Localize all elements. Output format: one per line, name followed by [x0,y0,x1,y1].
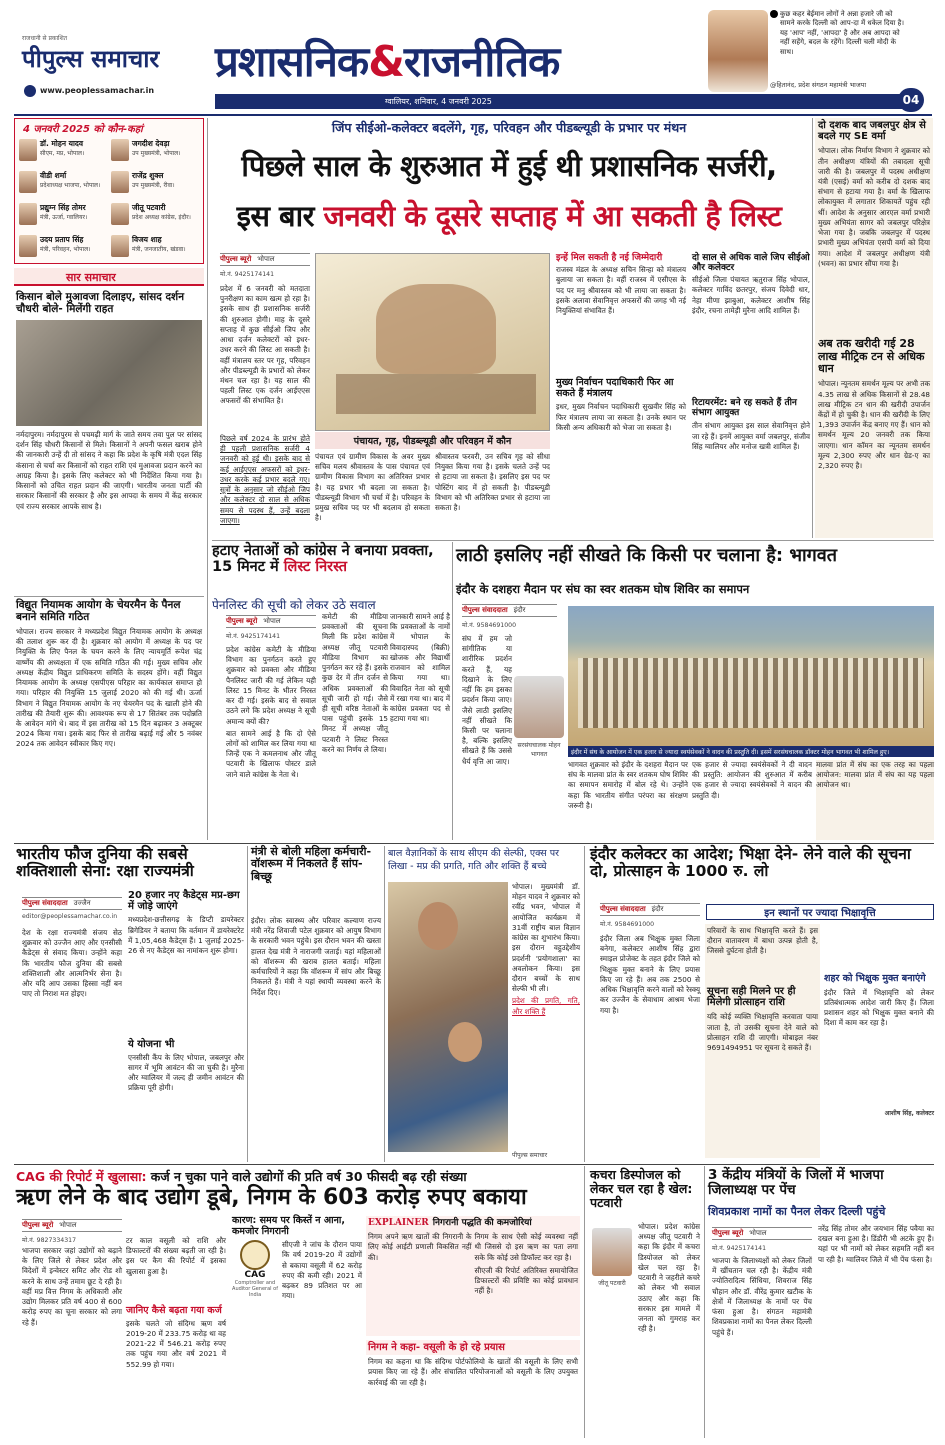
selfie-body: भोपाल। मुख्यमंत्री डॉ. मोहन यादव ने शुक्रवार को रवींद्र भवन, भोपाल में आयोजित कार्यक्रम में 31वीं राष्ट्रीय बाल विज्ञान कांग्रेस का शुभारंभ किया। इस दौरान वहुउद्देशीय प्रदर्शनी 'प्रयोगशाला' का अवलोकन किया। इस दौरान बच्चों के साथ सेल्फी भी ली। प्रदेश की प्रगति, गति, और शक्ति हैं [512,882,580,1016]
avatar [111,203,129,225]
lead-cartoon [315,253,550,431]
fauj-email[interactable]: editor@peoplessamachar.co.in [22,913,118,920]
nigam-heading: निगम ने कहा- वसूली के हो रहे प्रयास [366,1340,580,1355]
birthday-name: डॉ. मोहन यादव [40,139,84,148]
bjp-byline: पीपुल्स ब्यूरो भोपाल मो.नं. 9425174141 [712,1224,812,1252]
cag-reason-body: सीएजी ने जांच के दौरान पाया कि वर्ष 2019-20 में उद्योगों से बकाया वसूली में 62 करोड़ रुपए की कमी रही। 2021 में बढ़कर 89 प्रतिशत पर आ गया। [282,1240,362,1301]
cag-emblem: CAG Comptroller and Auditor General of India [232,1240,278,1420]
cartoon-caption: पंचायत, गृह, पीडब्ल्यूडी और परिवहन में कौन [315,432,550,449]
birthday-entry [19,203,107,233]
tagline: राजधानी से प्रकाशित [22,35,68,42]
birthday-name: प्रद्युम्न सिंह तोमर [40,203,86,212]
rss-event-photo [568,606,934,746]
side2-body: इधर, मुख्य निर्वाचन पदाधिकारी सुखवीर सिंह को फिर मंत्रालय लाया जा सकता है। उनके स्थान पर किसी अन्य अधिकारी को भेजा जा सकता है। [556,402,686,432]
side4-heading: रिटायरमेंट: बने रह सकते हैं तीन संभाग आयुक्त [692,398,797,419]
lead-side-b [692,253,810,537]
selfie-photo [388,882,508,1152]
side3-heading: दो साल से अधिक वाले जिप सीईओ और कलेक्टर [692,253,810,274]
side4-body: तीन संभाग आयुक्त इस साल सेवानिवृत्त होने जा रहे हैं। इनमें आयुक्त वर्मा जबलपुर, संजीव सिंह ग्वालियर और मनोज खत्री शामिल हैं। [692,421,810,451]
birthday-entry [111,139,199,169]
bjp-headline: 3 केंद्रीय मंत्रियों के जिलों में भाजपा जिलाध्यक्ष पर पेंच [708,1167,884,1199]
lead-col1b: पिछले वर्ष 2024 के प्रारंभ होते ही पहली प्रशासनिक सर्जरी 4 जनवरी को हुई थी। इसके बाद से कई आईएएस अफसरों को इधर-उधर करके कई प्रभार बदले गए। सूत्रों के अनुसार जो सीईओ जिप और कलेक्टर दो साल से अधिक समय से पदस्थ हैं, उन्हें बदला जाएगा। [220,434,310,525]
birthday-role: प्रदेशाध्यक्ष भाजपा, भोपाल। [40,182,101,189]
lead-side-a [556,253,686,537]
explainer-tag: EXPLAINER [368,1218,429,1229]
birthday-role: मंत्री, परिवहन, भोपाल। [40,246,91,253]
saar-body-1: नर्मदापुरम। नर्मदापुरम से पचमढ़ी मार्ग के जाते समय तवा पुल पर सांसद दर्शन सिंह चौधरी किसानों से मिले। किसानों ने अपनी फसल खराब होने की जानकारी उन्हें दी तो सांसद ने कहा कि प्रदेश के कृषि मंत्री एदल सिंह कंसाना से चर्चा कर किसानों को राहत राशि एवं मुआवजा प्रदान करने का आग्रह किया है। इसके लिए कलेक्टर को भी निर्देशित किया गया है। किसानों को उचित राहत प्रदान की जाएगी। भारतीय जनता पार्टी की सरकार किसानों की सरकार है और इस आपदा के समय में केंद्र सरकार एवं राज्य सरकार आपके साथ है। [16,430,202,511]
lead-headline-1: पिछले साल के शुरुआत में हुई थी प्रशासनिक सर्जरी, [241,149,777,183]
cag-explainer: EXPLAINER निगरानी पद्धति की कमजोरियां निगम अपने ऋण खातों की निगरानी के लिए कोई आईटी प्रणाली विकसित नहीं की। निगम के साथ ऐसी कोई व्यवस्था नहीं थी जिससे दो इस ऋण का पता लगा सके कि कोई उसे डिफॉल्ट कर रहा है। सीएजी की रिपोर्ट अतिरिक्त समायोजित डिफाल्टरों की प्रविष्टि का कोई प्रावधान नहीं है। [366,1216,580,1336]
avatar [111,171,129,193]
jabalpur-box [815,118,933,538]
kachra-body: भोपाल। प्रदेश कांग्रेस अध्यक्ष जीतू पटवारी ने कहा कि इंदौर में कचरा डिस्पोजल को लेकर खेल चल रहा है। पटवारी ने जहरीले कचरे को लेकर भी सवाल उठाए और कहा कि सरकार इस मामले में जनता को गुमराह कर रही है। [638,1222,700,1334]
bhagwat-portrait [514,676,564,738]
cag-col1: भाजपा सरकार जहां उद्योगों को बढ़ाने के लिए जिले से लेकर प्रदेश और विदेशों में इन्वेस्टर समिट और रोड शो करने के साथ उन्हें तमाम छूट दे रही है। वहीं मप्र वित्त निगम के अधिकारी और उद्योग मिलकर प्रति वर्ष 400 से 600 करोड़ रुपए का चूना सरकार को लगा रहे हैं। [22,1246,122,1327]
beggar-free-heading: शहर को भिक्षुक मुक्त बनाएंगे [824,973,926,984]
fauj-headline: भारतीय फौज दुनिया की सबसे शक्तिशाली सेना: रक्षा राज्यमंत्री [16,845,194,881]
selfie-credit: पीपुल्स समाचार [512,1152,548,1159]
bhagwat-body-2: एक हजार से ज्यादा स्वयंसेवकों ने दी वादन की प्रस्तुति: आयोजन की शुरुआत में करीब एक हजार से ज्यादा स्वयंसेवकों ने वादन की प्रस्तुति दी। [692,760,812,800]
selfie-link[interactable]: प्रदेश की प्रगति, गति, और शक्ति हैं [512,996,580,1016]
congress-headline: हटाए नेताओं को कांग्रेस ने बनाया प्रवक्ता, 15 मिनट में लिस्ट निरस्त [212,543,434,576]
birthday-list [15,137,203,267]
birthday-role: उप मुख्यमंत्री, रीवा। [132,182,175,189]
avatar [19,171,37,193]
birthday-name: विजय शाह [132,235,162,244]
selfie-headline: बाल वैज्ञानिकों के साथ सीएम की सेल्फी, एक्स पर लिखा - मप्र की प्रगति, गति और शक्ति हैं बच्चे [388,848,560,872]
side1-heading: इन्हें मिल सकती है नई जिम्मेदारी [556,253,663,263]
leader-quote: कुछ कहर बेईमान लोगों ने अन्ना हजारे जी को सामने करके दिल्ली को आप-दा में धकेल दिया है। यह 'आप' नहीं, 'आपदा' है और अब आपदा को नहीं सहेंगे, बदल के रहेंगे। दिल्ली चली मोदी के साथ। [780,10,905,56]
saar-header [14,268,204,286]
birthday-entry [19,139,107,169]
congress-col3: जानकारी सामने आई है कि प्रवक्ताओं के नामों में भोपाल के विवादास्पद (बिक्री) खोजक और विद्यार्थी राजवान को शामिल किया गया था। विवादित नेता को सूची में रखा गया था। बाद में कांग्रेस प्रवक्ता पद से हटाया गया था। [390,612,450,724]
bjp-body-2: नरेंद्र सिंह तोमर और जयभान सिंह पवैया का दखल बना हुआ है। डिंडौरी भी अटके हुए हैं। यहां पर भी नामों को लेकर सहमति नहीं बन पा रही है। ग्वालियर जिले में भी पेंच फंसा है। [818,1224,934,1264]
bhagwat-body-3: मालवा प्रांत में संघ का एक तरह का पहला आयोजन: मालवा प्रांत में संघ का यह पहला आयोजन था। [816,760,934,840]
indore-headline: इंदौर कलेक्टर का आदेश; भिक्षा देने- लेने वाले की सूचना दो, प्रोत्साहन के 1000 रु. लो [590,845,911,881]
avatar [19,139,37,161]
cag-col3: कारण: समय पर किस्तें न आना, कमजोर निगरानी CAG Comptroller and Auditor General of India सीएजी ने जांच के दौरान पाया कि वर्ष 2019-20 में उद्योगों से बकाया वसूली में 62 करोड़ रुपए की कमी रही। 2021 में बढ़कर 89 प्रतिशत पर आ गया। [232,1216,362,1436]
bhagwat-portrait-caption: सरसंघचालक मोहन भागवत [517,742,561,758]
section-title: प्रशासनिक&राजनीतिक [215,37,560,86]
jabalpur-heading: दो दशक बाद जबलपुर क्षेत्र से बदले गए SE वर्मा [818,120,926,143]
collector-signature: आशीष सिंह, कलेक्टर [884,1109,934,1117]
lead-kicker: जिंप सीईओ-कलेक्टर बदलेंगे, गृह, परिवहन और पीडब्ल्यूडी के प्रभार पर मंथन [331,120,687,135]
bhagwat-headline: लाठी इसलिए नहीं सीखते कि किसी पर चलाना है: भागवत [456,545,838,566]
cag-col2: टर काल वसूली को राशि और डिफाल्टरों की संख्या बढ़ती जा रही है। इस पर कैग की रिपोर्ट में इसका खुलासा हुआ है। जानिए कैसे बढ़ता गया कर्ज इसके चलते जो संदिग्ध ऋण वर्ष 2019-20 में 233.75 करोड़ था वह 2021-22 में 546.21 करोड़ रुपए तक पहुंच गया और वर्ष 2021 में 552.99 हो गया। [126,1236,226,1369]
birthday-name: उदय प्रताप सिंह [40,235,84,244]
lead-byline: पीपुल्स ब्यूरो भोपाल मो.नं. 9425174141 [220,250,310,278]
avatar [111,235,129,257]
fauj-body: देश के रक्षा राज्यमंत्री संजय सेठ शुक्रवार को उज्जैन आए और एनसीसी कैडेट्स से संवाद किया। उन्होंने कहा कि भारतीय फौज दुनिया की सबसे शक्तिशाली और आत्मनिर्भर सेना है। और यदि आप उसका हिस्सा नहीं बन पाए तो निराश मत होइए। [22,928,122,999]
cag-kicker: CAG की रिपोर्ट में खुलासा: कर्ज न चुका पाने वाले उद्योगों की प्रति वर्ष 30 फीसदी बढ़ रही संख्या [16,1169,467,1184]
leader-portrait [708,10,768,92]
cag-headline: ऋण लेने के बाद उद्योग डूबे, निगम के 603 करोड़ रुपए बकाया [16,1185,527,1210]
cag-byline: पीपुल्स ब्यूरो भोपाल मो.नं. 9827334317 [22,1216,122,1244]
beggar-free-body: इंदौर जिले में भिक्षावृत्ति को लेकर प्रतिबंधात्मक आदेश जारी किए हैं। जिला प्रशासन शहर को भिक्षुक मुक्त बनाने की दिशा में काम कर रहा है। [824,987,934,1028]
saar-headline-1: किसान बोले मुआवजा दिलाइए, सांसद दर्शन चौधरी बोले- मिलेंगी राहत [16,291,185,315]
rss-photo-caption: इंदौर में संघ के आयोजन में एक हजार से ज्यादा स्वयंसेवकों ने वादन की प्रस्तुति दी। इसमें सरसंघचालक डॉक्टर मोहन भागवत भी शामिल हुए। [568,746,934,757]
lead-col1: प्रदेश में 6 जनवरी को मतदाता पुनरीक्षण का काम खत्म हो रहा है। इसके साथ ही प्रशासनिक सर्जरी की शुरुआत होगी। माह के दूसरे सप्ताह में कुछ सीईओ जिप और आधा दर्जन कलेक्टरों को इधर-उधर करने की लिस्ट आ सकती है। वहीं मंत्रालय स्तर पर गृह, परिवहन और पीडब्ल्यूडी के प्रभारों को लेकर मंथन चल रहा है। यह साल की पहली लिस्ट एक दर्जन आईएएस अफसरों की संभावित है। [220,284,310,406]
side2-heading: मुख्य निर्वाचन पदाधिकारी फिर आ सकते हैं मंत्रालय [556,377,674,399]
indore-incentive-box [705,924,820,1158]
fauj-sidebar [128,890,244,1158]
indore-right [824,924,934,1158]
paddy-heading: अब तक खरीदी गई 28 लाख मीट्रिक टन से अधिक धान [818,337,925,375]
birthday-name: जगदीश देवड़ा [132,139,170,148]
nigam-body: निगम का कहना था कि संदिग्ध पोर्टफोलियो के खातों की वसूली के लिए सभी प्रयास किए जा रहे हैं। और संचालित परियोजनाओं को वसूली के लिए उपयुक्त कार्रवाई की जा रही है। [368,1357,578,1387]
avatar [19,203,37,225]
congress-byline: पीपुल्स ब्यूरो भोपाल मो.नं. 9425174141 [226,612,316,640]
brand-logo: पीपुल्स समाचार [22,45,160,73]
birthday-entry [111,203,199,233]
lead-col3: श्रीवास्तव फरवरी, उन सचिव गृह को सीधा नियुक्त किया गया है। इसके चलते उन्हें पद से हटाया जा सकता है। इसलिए इस पद पर पोस्टिंग बाद में हो सकती है। पीडब्ल्यूडी विभाग को भी अतिरिक्त प्रभार से हटाया जा सकता है। [435,452,550,513]
indore-body: इंदौर जिला अब भिक्षुक मुक्त जिला बनेगा, कलेक्टर आशीष सिंह द्वारा स्माइल प्रोजेक्ट के तहत इंदौर जिले को भिक्षुक मुक्त बनाने के लिए प्रयास किए जा रहे हैं। अब तक 2500 से अधिक भिक्षावृत्ति करने वालों को रेस्क्यू कर उज्जैन के सेवाधाम आश्रम भेजा गया है। [600,934,700,1015]
birthday-entry [19,235,107,265]
congress-col2: कमेटी की मीडिया प्रवक्ताओं की सूचना मिली कि प्रदेश कांग्रेस अध्यक्ष जीतू पटवारी मीडिया विभाग का पुनर्गठन कर रहे हैं। इसके कुछ देर में तीन दर्जन से अधिक प्रवक्ताओं की सूची जारी हो गई। जैसे ही सूची वरिष्ठ नेताओं के पास पहुंची इसके 15 मिनट में अध्यक्ष जीतू पटवारी ने लिस्ट निरस्त करने का निर्णय ले लिया। [322,612,388,754]
fauj-side-body-1: मध्यप्रदेश-छत्तीसगढ़ के डिप्टी डायरेक्टर ब्रिगेडियर ने बताया कि वर्तमान में डायरेक्टरेट में 1,05,468 कैडेट्स हैं। 1 जुलाई 2025-26 से नए कैडेट्स का नामांकन शुरू होगा। [128,915,244,956]
website-url[interactable]: www.peoplessamachar.in [40,86,155,95]
birthday-entry [19,171,107,201]
birthday-name: वीडी शर्मा [40,171,67,180]
bhagwat-body-1: भागवत शुक्रवार को इंदौर के दशहरा मैदान पर संघ के मालवा प्रांत के स्वर शतकम घोष शिविर का समापन समारोह में बोल रहे थे। उन्होंने कहा कि भारतीय संगीत परंपरा का संरक्षण जरूरी है। [568,760,688,810]
lead-col2: पंचायत एवं ग्रामीण विकास के अवर मुख्य सचिव मलय श्रीवास्तव के पास पंचायत एवं ग्रामीण विकास विभाग का अतिरिक्त प्रभार है। यह प्रभार भी बदला जा सकता है। पीडब्ल्यूडी विभाग भी चर्चा में है। परिवहन के प्रमुख सचिव पद पर भी बदलाव हो सकता है। [315,452,430,523]
side1-body: राजस्व मंडल के अध्यक्ष सचिन सिन्हा को मंत्रालय बुलाया जा सकता है। वहीं राजस्व में एसीएस के पद पर मनु श्रीवास्तव को भी लाया जा सकता है। इसके अलावा सेवानिवृत्त अफसरों की जगह भी नई नियुक्तियां संभावित हैं। [556,265,686,315]
birthday-role: सीएम, मप्र, भोपाल। [40,150,85,157]
cag-nigam [366,1340,580,1436]
bhagwat-subhead: इंदौर के दशहरा मैदान पर संघ का स्वर शतकम घोष शिविर का समापन [456,582,750,596]
date-bar [215,94,905,109]
congress-subhead: पेनलिस्ट की सूची को लेकर उठे सवाल [212,598,376,612]
birthday-entry [111,235,199,265]
cag-debt-heading: जानिए कैसे बढ़ता गया कर्ज [126,1305,222,1316]
indore-byline: पीपुल्स संवाददाता इंदौर मो.नं. 9584691000 [600,900,700,928]
birthday-entry [111,171,199,201]
fauj-side-heading-2: ये योजना भी [128,1039,175,1051]
farmers-photo [16,320,202,426]
lead-headline-2: इस बार जनवरी के दूसरे सप्ताह में आ सकती है लिस्ट [236,199,782,233]
fauj-byline: पीपुल्स संवाददाता उज्जैन editor@peoplessamachar.co.in [22,894,122,920]
patwari-photo [592,1228,632,1276]
incentive-heading: सूचना सही मिलने पर ही मिलेगी प्रोत्साहन राशि [707,986,796,1009]
incentive-body: यदि कोई व्यक्ति भिक्षावृत्ति करवाता पाया जाता है, तो उसकी सूचना देने वाले को प्रोत्साहन राशि दी जाएगी। मोबाइल नंबर 9691494951 पर सूचना दे सकते हैं। [707,1012,818,1053]
cag-debt-body: इसके चलते जो संदिग्ध ऋण वर्ष 2019-20 में 233.75 करोड़ था वह 2021-22 में 546.21 करोड़ रुपए तक पहुंच गया और वर्ष 2021 में 552.99 हो गया। [126,1318,226,1369]
saar-headline-2: विद्युत नियामक आयोग के चेयरमैन के पैनल बनाने समिति गठित [16,599,181,623]
birthday-role: मंत्री, जनजातीय, खंडवा। [132,246,186,253]
avatar [19,235,37,257]
women-headline: मंत्री से बोली महिला कर्मचारी- वॉशरूम में निकलते हैं सांप-बिच्छू [251,845,372,883]
bhagwat-intro: संघ में हम जो सांगीतिक या शारीरिक प्रदर्शन करते हैं, यह दिखाने के लिए नहीं कि हम इसका प्रदर्शन किया जाए। जैसे लाठी इसलिए नहीं सीखते कि किसी पर चलाना है, बल्कि इसलिए सीखते हैं कि उससे धैर्य वृत्ति आ जाए। [462,634,512,766]
congress-col1: प्रदेश कांग्रेस कमेटी के मीडिया विभाग का पुनर्गठन करते हुए शुक्रवार को प्रवक्ता और मीडिया पैनलिस्ट जारी की गई लेकिन यही लिस्ट 15 मिनट के भीतर निरस्त कर दी गई। इसके बाद से सवाल उठने लगे कि प्रदेश अध्यक्ष ने सूची अमान्य क्यों की? बात सामने आई है कि दो ऐसे लोगों को शामिल कर लिया गया था जिन्हें एक ने कमलनाथ और जीतू पटवारी के खिलाफ पोस्टर डाले जाने वाले कांग्रेस के नेता थे। [226,645,316,779]
bhagwat-byline: पीपुल्स संवाददाता इंदौर मो.नं. 9584691000 [462,601,557,629]
women-body: इंदौर। लोक स्वास्थ्य और परिवार कल्याण राज्य मंत्री नरेंद्र शिवाजी पटेल शुक्रवार को आयुष विभाग के सरकारी भवन पहुंचे। इस दौरान भवन की खस्ता हालत देख मंत्री ने नाराजगी जताई। यहां महिलाओं को वॉशरूम की खराब हालत बताई। महिला कर्मचारियों ने कहा कि वॉशरूम में सांप और बिच्छू निकलते हैं। मंत्री ने यहां स्थायी व्यवस्था करने के निर्देश दिए। [251,916,381,997]
quote-attribution: @हितानंद, प्रदेश संगठन महामंत्री भाजपा [770,81,867,89]
globe-icon [24,85,36,97]
fauj-side-heading-1: 20 हजार नए कैडेट्स मप्र-छग में जोड़े जाएंगे [128,890,240,913]
bjp-subhead: शिवप्रकाश नामों का पैनल लेकर दिल्ली पहुंचे [708,1205,886,1218]
birthday-box [14,118,204,264]
kachra-headline: कचरा डिस्पोजल को लेकर चल रहा है खेल: पटवारी [590,1167,693,1210]
fauj-side-body-2: एनसीसी कैंप के लिए भोपाल, जबलपुर और सागर में भूमि आवंटन की जा चुकी है। मुरैना और ग्वालियर में जल्द ही जमीन आवंटन की प्रक्रिया पूरी होगी। [128,1052,244,1093]
birthday-name: राजेंद्र शुक्ल [132,171,164,180]
birthday-title: 4 जनवरी 2025 को कौन-कहां [23,124,143,135]
side3-body: सीईओ जिला पंचायत ऋतुराज सिंह भोपाल, कलेक्टर गाविंद छतरपुर, संजय दिवेदी धार, नेहा मीणा झाबुआ, कलेक्टर आशीष सिंह इंदौर, रचना तामेड़ी मुरैना आदि शामिल हैं। [692,275,810,315]
x-logo-icon [770,10,778,18]
saar-label: सार समाचार [66,271,116,284]
page-number: 04 [898,88,924,112]
explainer-heading: निगरानी पद्धति की कमजोरियां [432,1218,532,1228]
jabalpur-body: भोपाल। लोक निर्माण विभाग ने शुक्रवार को तीन अधीक्षण यंत्रियों की तबादला सूची जारी की है। जबलपुर में पदस्थ अधीक्षण यंत्री (एसई) वर्मा को करीब दो दशक बाद संभाग से हटाया गया है। वर्मा के खिलाफ लोकायुक्त में लगातार शिकायतें पहुंच रही थीं। आदेश के अनुसार आरएल वर्मा प्रभारी मुख्य अभियंता सागर को जबलपुर परिक्षेत्र भेजा गया है। जबकि जबलपुर में पदस्थ प्रभारी मुख्य अभियंता एसपी वर्मा को दिया गया। आदेश में जबलपुर अधीक्षण यंत्री (भवन) का प्रभार सौंपा गया है। [818,146,930,268]
birthday-role: मंत्री, ऊर्जा, ग्वालियर। [40,214,88,221]
dateline: ग्वालियर, शनिवार, 4 जनवरी 2025 [385,97,492,106]
patwari-caption: जीतू पटवारी [598,1280,626,1287]
avatar [111,139,129,161]
masthead [0,0,945,112]
birthday-role: प्रदेश अध्यक्ष कांग्रेस, इंदौर। [132,214,191,221]
saar-body-2: भोपाल। राज्य सरकार ने मध्यप्रदेश विद्युत नियामक आयोग के अध्यक्ष की तलाश शुरू कर दी है। शुक्रवार को आयोग में अध्यक्ष के पद पर नियुक्ति के लिए पैनल के चयन करने के लिए न्यायमूर्ति रूपेश चंद्र वार्ष्णेय की अध्यक्षता में एक समिति गठित की गई। मुख्य सचिव और अध्यक्ष केंद्रीय विद्युत प्राधिकरण समिति के सदस्य होंगे। वहीं विद्युत नियामक आयोग के अध्यक्ष एसपीएस परिहार का कार्यकाल समाप्त हो गया। परिहार की नियुक्ति 15 जुलाई 2020 को की गई थी। ऊर्जा विभाग ने विद्युत नियामक आयोग के नए चेयरमैन पद के खाली होने की तारीख की तैयारी शुरू की। आवश्यक रूप से 17 सितंबर तक पदोन्नति के आवेदन मांगे थे। बाद में इस तारीख को 15 दिन बढ़ाकर 3 अक्टूबर 2024 किया गया। इसके बाद फिर से तारीख बढ़ाई गई और 5 नवंबर 2024 तक आवेदन स्वीकार किए गए। [16,627,202,749]
indore-subhead: इन स्थानों पर ज्यादा भिक्षावृत्ति [706,904,934,920]
indore-places: परिवारों के साथ भिक्षावृत्ति करते हैं। इस दौरान वातावरण में बाधा उत्पन्न होती है, जिससे दुर्घटना होती है। [707,926,818,956]
birthday-role: उप मुख्यमंत्री, भोपाल। [132,150,181,157]
bjp-body: भाजपा के जिलाध्यक्षों को लेकर जिलों में खींचतान चल रही है। केंद्रीय मंत्री ज्योतिरादित्य सिंधिया, शिवराज सिंह चौहान और डॉ. वीरेंद्र कुमार खटीक के क्षेत्रों में जिलाध्यक्ष के नामों पर पेंच फंसा हुआ है। संगठन महामंत्री शिवप्रकाश नामों का पैनल लेकर दिल्ली पहुंचे हैं। [712,1256,812,1337]
birthday-name: जीतू पटवारी [132,203,166,212]
paddy-body: भोपाल। न्यूनतम समर्थन मूल्य पर अभी तक 4.35 लाख से अधिक किसानों से 28.48 लाख मीट्रिक टन धान की खरीदी उपार्जन केंद्रों में हो चुकी है। धान की खरीदी के लिए 1,393 उपार्जन केंद्र बनाए गए हैं। धान को समर्थन मूल्य 20 जनवरी तक किया जाएगा। धान कॉमन का न्यूनतम समर्थन मूल्य 2,300 रुपए और धान ग्रेड-ए का 2,320 रुपए है। [818,379,930,471]
